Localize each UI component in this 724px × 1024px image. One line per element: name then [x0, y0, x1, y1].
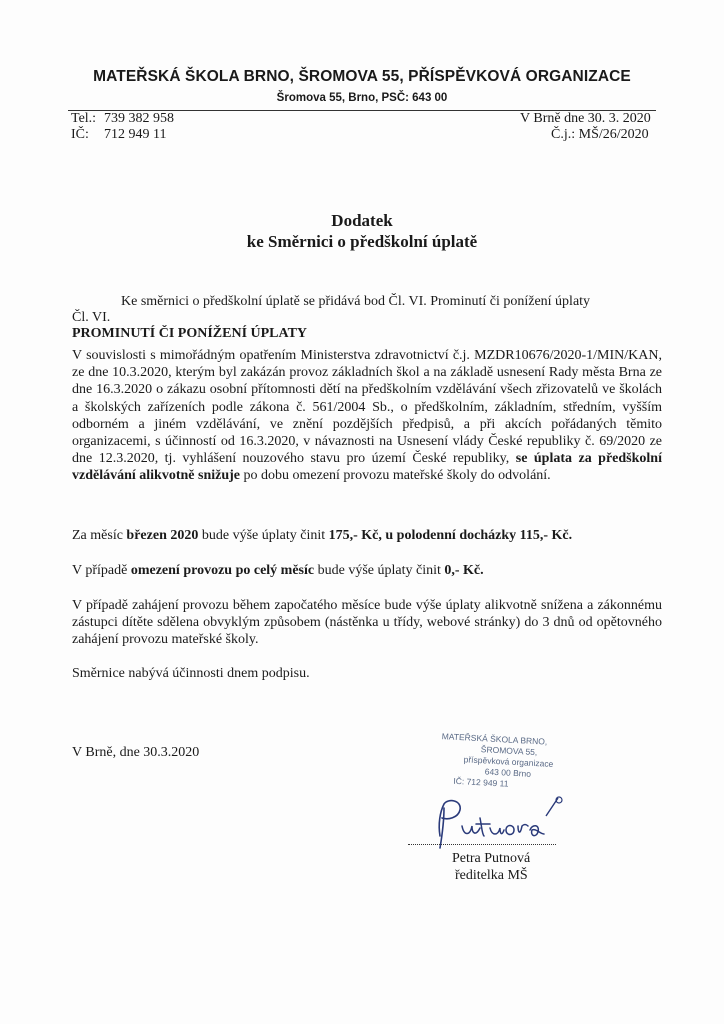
paragraph-4: V případě zahájení provozu během započatého měsíce bude výše úplaty alikvotně snížena a zákonnému zástupci dítěte sdělena obvyklým způsobem (nástěnka u třídy, webové stránky) do 3 dnů od opětovného zahájení provozu mateřské školy. [72, 598, 662, 648]
paragraph-2: Za měsíc březen 2020 bude výše úplaty činit 175,- Kč, u polodenní docházky 115,- Kč. [72, 528, 573, 543]
paragraph-1: V souvislosti s mimořádným opatřením Ministerstva zdravotnictví č.j. MZDR10676/2020-1/MIN/KAN, ze dne 10.3.2020, kterým byl zakázán provoz základních škol a na základě usnesení Rady města Brna ze dne 16.3.2020 o zákazu osobní přítomnosti dětí na předškolním vzdělávání všech zřizovatelů ve školách a školských zařízeních podle zákona č. 561/2004 Sb., o předškolním, základním, středním, vyšším odborném a jiném vzdělávání, ve znění pozdějších předpisů, a při akcích pořádaných těmito organizacemi, s účinností od 16.3.2020, v návaznosti na Usnesení vlády České republiky č. 69/2020 ze dne 12.3.2020, tj. vyhlášení nouzového stavu pro území České republiky, se úplata za předškolní vzdělávání alikvotně snižuje po dobu omezení provozu mateřské školy do odvolání. [72, 348, 662, 484]
document-subtitle: ke Směrnici o předškolní úplatě [246, 232, 478, 251]
intro-text: Ke směrnici o předškolní úplatě se přidává bod Čl. VI. Prominutí či ponížení úplaty [121, 294, 591, 309]
organization-name: MATEŘSKÁ ŠKOLA BRNO, ŠROMOVA 55, PŘÍSPĚVKOVÁ ORGANIZACE [93, 68, 631, 85]
article-heading: PROMINUTÍ ČI PONÍŽENÍ ÚPLATY [72, 326, 308, 341]
document-meta [520, 111, 651, 143]
paragraph-5: Směrnice nabývá účinnosti dnem podpisu. [72, 666, 310, 681]
signature-line [408, 844, 556, 845]
tel-label: Tel.: [71, 111, 97, 126]
tel-value: 739 382 958 [104, 111, 174, 126]
paragraph-3: V případě omezení provozu po celý měsíc bude výše úplaty činit 0,- Kč. [72, 563, 484, 578]
handwritten-signature [418, 796, 578, 856]
organization-address: Šromova 55, Brno, PSČ: 643 00 [276, 92, 448, 104]
signer-block [452, 850, 530, 884]
document-reference: Č.j.: MŠ/26/2020 [551, 127, 649, 142]
ic-value: 712 949 11 [104, 127, 167, 142]
signer-role: ředitelka MŠ [455, 868, 528, 883]
document-title: Dodatek [331, 211, 393, 230]
school-stamp: MATEŘSKÁ ŠKOLA BRNO, ŠROMOVA 55, příspěvková organizace 643 00 Brno IČ: 712 949 11 [441, 731, 554, 789]
article-number: Čl. VI. [72, 310, 111, 325]
contact-block [71, 111, 174, 143]
signing-place-date: V Brně, dne 30.3.2020 [72, 745, 200, 760]
ic-label: IČ: [71, 127, 89, 142]
signer-name: Petra Putnová [452, 851, 531, 866]
document-date: V Brně dne 30. 3. 2020 [520, 111, 651, 126]
